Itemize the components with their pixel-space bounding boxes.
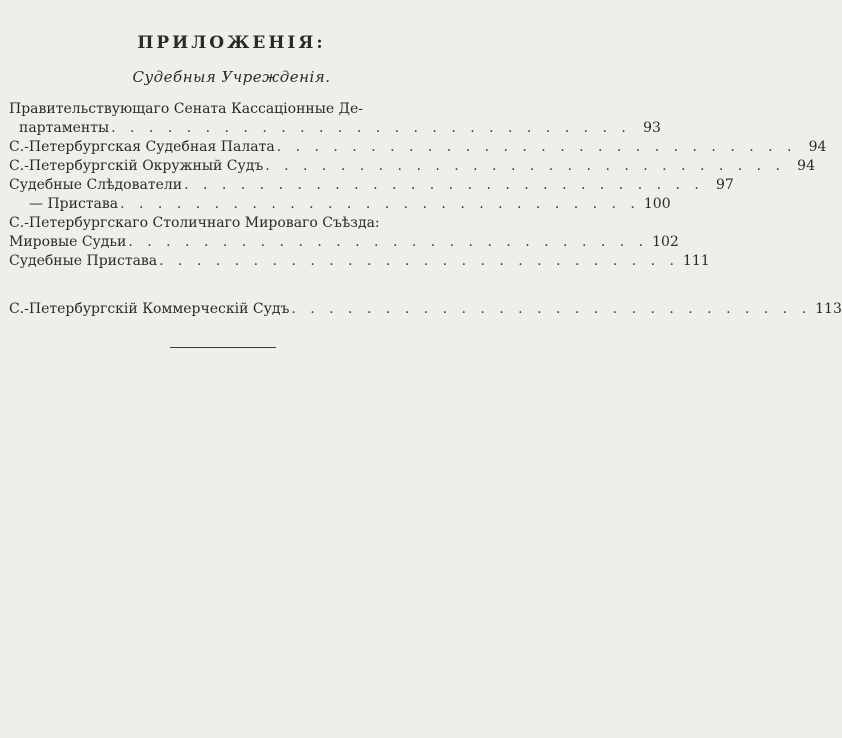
page-heading: ПРИЛОЖЕНІЯ:	[137, 33, 326, 53]
section-gap	[9, 271, 443, 300]
toc-entry-label: Мировые Судьи	[9, 234, 127, 250]
toc-entry-page: 94	[797, 158, 815, 174]
toc-entry-page: 94	[808, 139, 827, 155]
toc-line	[9, 157, 815, 176]
toc-entry-page: 97	[716, 177, 734, 193]
dot-leader: . . . . . . . . . . . . . . . . . . . . . . . . . . . .	[128, 234, 649, 250]
toc-entry-page: 93	[643, 120, 661, 136]
toc-line	[9, 300, 842, 319]
dot-leader: . . . . . . . . . . . . . . . . . . . . . . . . . . . .	[276, 139, 797, 155]
toc-entry-label: С.-Петербургскаго Столичнаго Мироваго Съѣзда:	[9, 215, 380, 231]
section-subheading: Судебныя Учрежденія.	[132, 68, 331, 86]
toc-entry-page: 102	[652, 234, 679, 250]
dot-leader: . . . . . . . . . . . . . . . . . . . . . . . . . . . .	[159, 253, 679, 269]
toc-entry-page: 111	[682, 253, 710, 269]
toc-line	[9, 176, 734, 195]
dot-leader: . . . . . . . . . . . . . . . . . . . . . . . . . . . .	[120, 196, 640, 212]
toc-entry-page: 100	[643, 196, 671, 212]
dot-leader: . . . . . . . . . . . . . . . . . . . . . . . . . . . .	[111, 120, 631, 136]
toc-entry-label: партаменты	[19, 120, 110, 136]
table-of-contents	[9, 100, 842, 319]
toc-entry-label: С.-Петербургская Судебная Палата	[9, 139, 275, 155]
toc-line	[9, 252, 710, 271]
toc-entry-label: — Пристава	[29, 196, 119, 212]
toc-entry-label: С.-Петербургскій Коммерческій Судъ	[9, 301, 290, 317]
toc-line	[9, 214, 443, 233]
dot-leader: . . . . . . . . . . . . . . . . . . . . . . . . . . . .	[265, 158, 785, 174]
dot-leader: . . . . . . . . . . . . . . . . . . . . . . . . . . . .	[291, 301, 812, 317]
toc-entry-label: Судебные Пристава	[9, 253, 158, 269]
toc-entry-label: Правительствующаго Сената Кассаціонные Де-	[9, 101, 364, 117]
toc-line	[9, 100, 443, 119]
toc-line	[9, 195, 671, 214]
dot-leader: . . . . . . . . . . . . . . . . . . . . . . . . . . . .	[184, 177, 704, 193]
closing-rule	[170, 347, 276, 348]
toc-line	[9, 138, 827, 157]
toc-entry-label: Судебные Слѣдователи	[9, 177, 183, 193]
toc-entry-page: 113	[815, 301, 842, 317]
toc-line	[9, 233, 679, 252]
toc-entry-label: С.-Петербургскій Окружный Судъ	[9, 158, 264, 174]
toc-line	[9, 119, 661, 138]
